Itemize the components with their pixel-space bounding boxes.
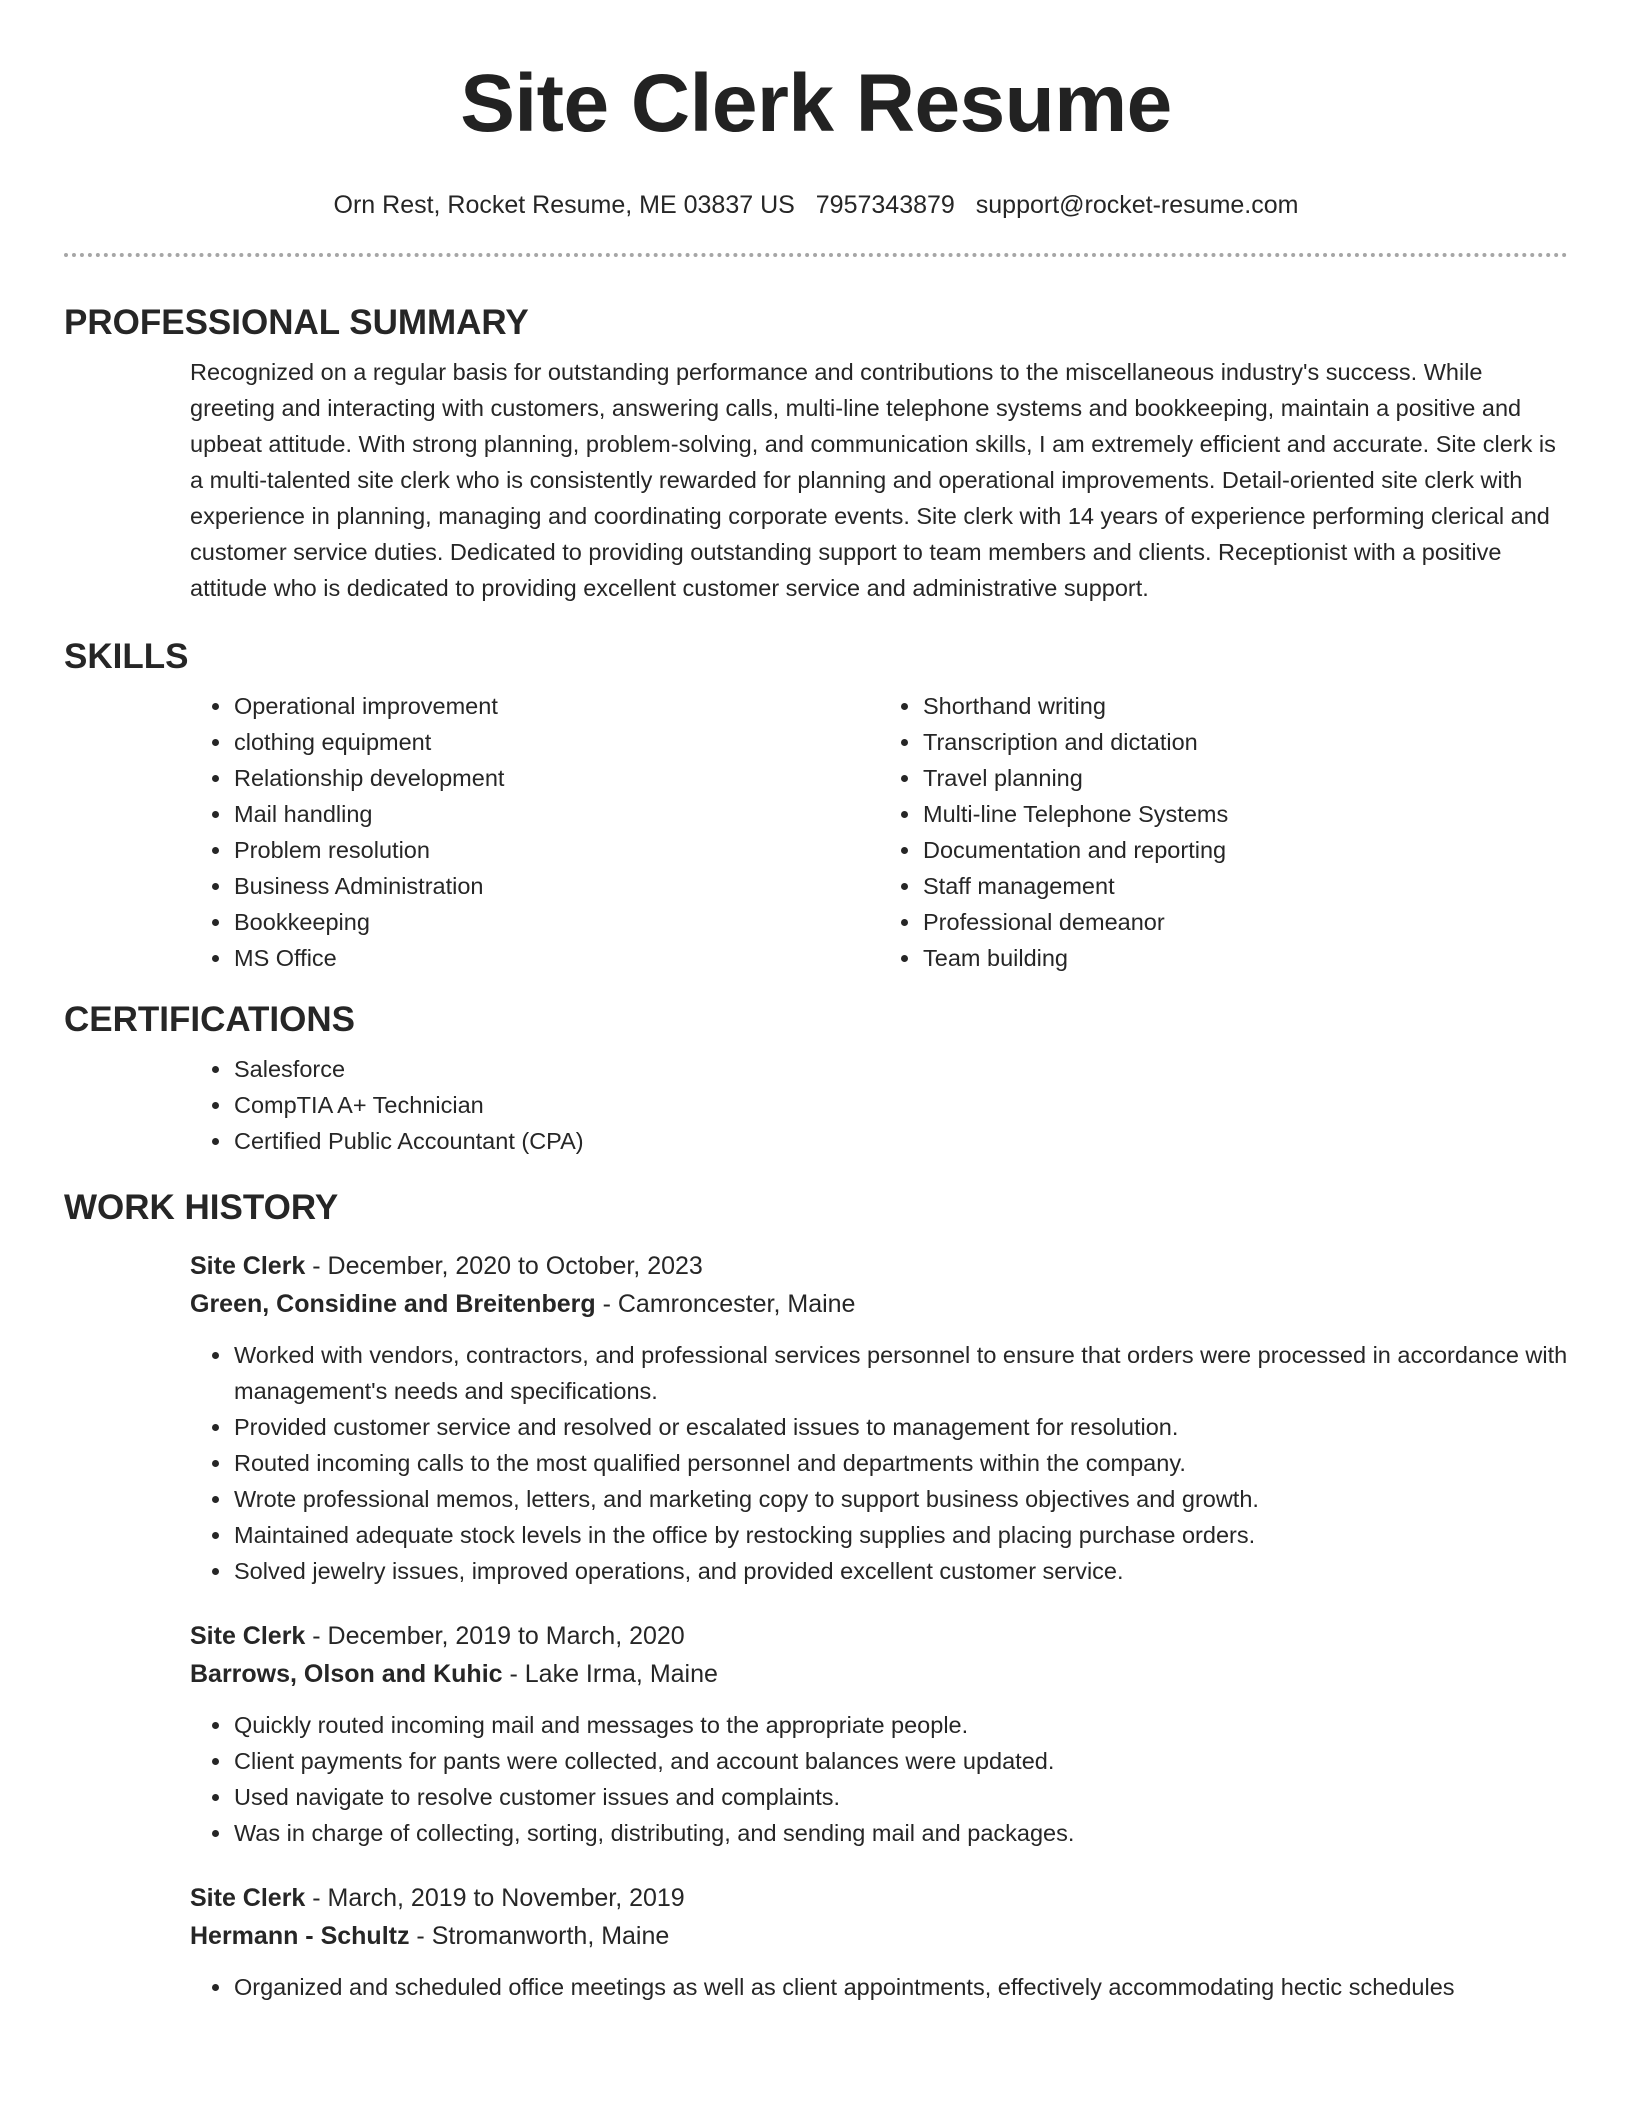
job-bullet: • Wrote professional memos, letters, and marketing copy to support business objectives and growth. (233, 1481, 1568, 1517)
job-dates: - March, 2019 to November, 2019 (305, 1884, 685, 1912)
skill-item: • Bookkeeping (233, 904, 879, 940)
skill-item: • Professional demeanor (922, 904, 1568, 940)
job-entry (190, 1589, 1568, 1851)
skill-item: • Documentation and reporting (922, 832, 1568, 868)
job-company: Hermann - Schultz (190, 1922, 410, 1950)
contact-address: Orn Rest, Rocket Resume, ME 03837 US (333, 191, 795, 219)
job-entry (190, 1229, 1568, 1589)
resume-title: Site Clerk Resume (460, 58, 1172, 149)
job-company-line (190, 1917, 1568, 1955)
skill-item: • Business Administration (233, 868, 879, 904)
contact-line (64, 190, 1568, 220)
skill-item: • Mail handling (233, 796, 879, 832)
contact-phone: 7957343879 (815, 191, 955, 219)
certification-item: • Certified Public Accountant (CPA) (233, 1123, 1568, 1159)
job-entry (190, 1851, 1568, 2005)
summary-section (64, 302, 1568, 606)
job-location: - Lake Irma, Maine (502, 1660, 718, 1688)
job-bullet: • Organized and scheduled office meetings as well as client appointments, effectively accommodating hectic schedules (233, 1969, 1568, 2005)
job-bullet: • Was in charge of collecting, sorting, distributing, and sending mail and packages. (233, 1815, 1568, 1851)
job-dates: - December, 2020 to October, 2023 (305, 1252, 703, 1280)
skill-item: • Transcription and dictation (922, 724, 1568, 760)
job-dates: - December, 2019 to March, 2020 (305, 1622, 685, 1650)
skill-item: • Staff management (922, 868, 1568, 904)
certifications-body (190, 1041, 1568, 1159)
job-company-line (190, 1655, 1568, 1693)
summary-text: Recognized on a regular basis for outstanding performance and contributions to the miscellaneous industry's success. While greeting and interacting with customers, answering calls, multi-line telephone systems and bookkeeping, maintain a positive and upbeat attitude. With strong planning, problem-solving, and communication skills, I am extremely efficient and accurate. Site clerk is a multi-talented site clerk who is consistently rewarded for planning and operational improvements. Detail-oriented site clerk with experience in planning, managing and coordinating corporate events. Site clerk with 14 years of experience performing clerical and customer service duties. Dedicated to providing outstanding support to team members and clients. Receptionist with a positive attitude who is dedicated to providing excellent customer service and administrative support. (190, 359, 1556, 601)
job-bullet: • Solved jewelry issues, improved operations, and provided excellent customer service. (233, 1553, 1568, 1589)
certifications-section (64, 999, 1568, 1159)
job-title: Site Clerk (190, 1252, 306, 1280)
job-bullet: • Provided customer service and resolved or escalated issues to management for resolution. (233, 1409, 1568, 1445)
work-history-body (190, 1229, 1568, 2005)
job-bullet: • Maintained adequate stock levels in the office by restocking supplies and placing purchase orders. (233, 1517, 1568, 1553)
job-company-line (190, 1285, 1568, 1323)
summary-heading: PROFESSIONAL SUMMARY (64, 303, 529, 342)
skill-item: • MS Office (233, 940, 879, 976)
job-bullet: • Used navigate to resolve customer issues and complaints. (233, 1779, 1568, 1815)
work-history-section (64, 1187, 1568, 2005)
skills-section (64, 636, 1568, 976)
certifications-list (190, 1041, 1568, 1159)
job-bullet: • Worked with vendors, contractors, and professional services personnel to ensure that orders were processed in accordance with management's needs and specifications. (233, 1337, 1568, 1409)
job-bullet: • Routed incoming calls to the most qualified personnel and departments within the company. (233, 1445, 1568, 1481)
job-title: Site Clerk (190, 1884, 306, 1912)
skill-item: • Problem resolution (233, 832, 879, 868)
work-history-heading: WORK HISTORY (64, 1188, 339, 1227)
skill-item: • Operational improvement (233, 688, 879, 724)
job-title-line (190, 1247, 1568, 1285)
skills-grid (190, 678, 1568, 976)
certification-item: • Salesforce (233, 1051, 1568, 1087)
job-title-line (190, 1617, 1568, 1655)
job-bullets (190, 1337, 1568, 1589)
skills-body (190, 678, 1568, 976)
skills-list-right (879, 688, 1568, 976)
skill-item: • Travel planning (922, 760, 1568, 796)
job-company: Barrows, Olson and Kuhic (190, 1660, 503, 1688)
job-location: - Camroncester, Maine (595, 1290, 856, 1318)
skill-item: • Relationship development (233, 760, 879, 796)
job-bullet: • Client payments for pants were collected, and account balances were updated. (233, 1743, 1568, 1779)
resume-page (64, 0, 1568, 2005)
job-location: - Stromanworth, Maine (409, 1922, 670, 1950)
summary-body (190, 344, 1568, 606)
skill-item: • Shorthand writing (922, 688, 1568, 724)
certification-item: • CompTIA A+ Technician (233, 1087, 1568, 1123)
header-divider (64, 253, 1568, 257)
skills-heading: SKILLS (64, 637, 189, 676)
certifications-heading: CERTIFICATIONS (64, 1000, 356, 1039)
job-title-line (190, 1879, 1568, 1917)
job-bullets (190, 1707, 1568, 1851)
skill-item: • Team building (922, 940, 1568, 976)
contact-email: support@rocket-resume.com (975, 191, 1299, 219)
skill-item: • Multi-line Telephone Systems (922, 796, 1568, 832)
skills-list-left (190, 688, 879, 976)
job-bullets (190, 1969, 1568, 2005)
job-company: Green, Considine and Breitenberg (190, 1290, 596, 1318)
skill-item: • clothing equipment (233, 724, 879, 760)
job-bullet: • Quickly routed incoming mail and messages to the appropriate people. (233, 1707, 1568, 1743)
job-title: Site Clerk (190, 1622, 306, 1650)
